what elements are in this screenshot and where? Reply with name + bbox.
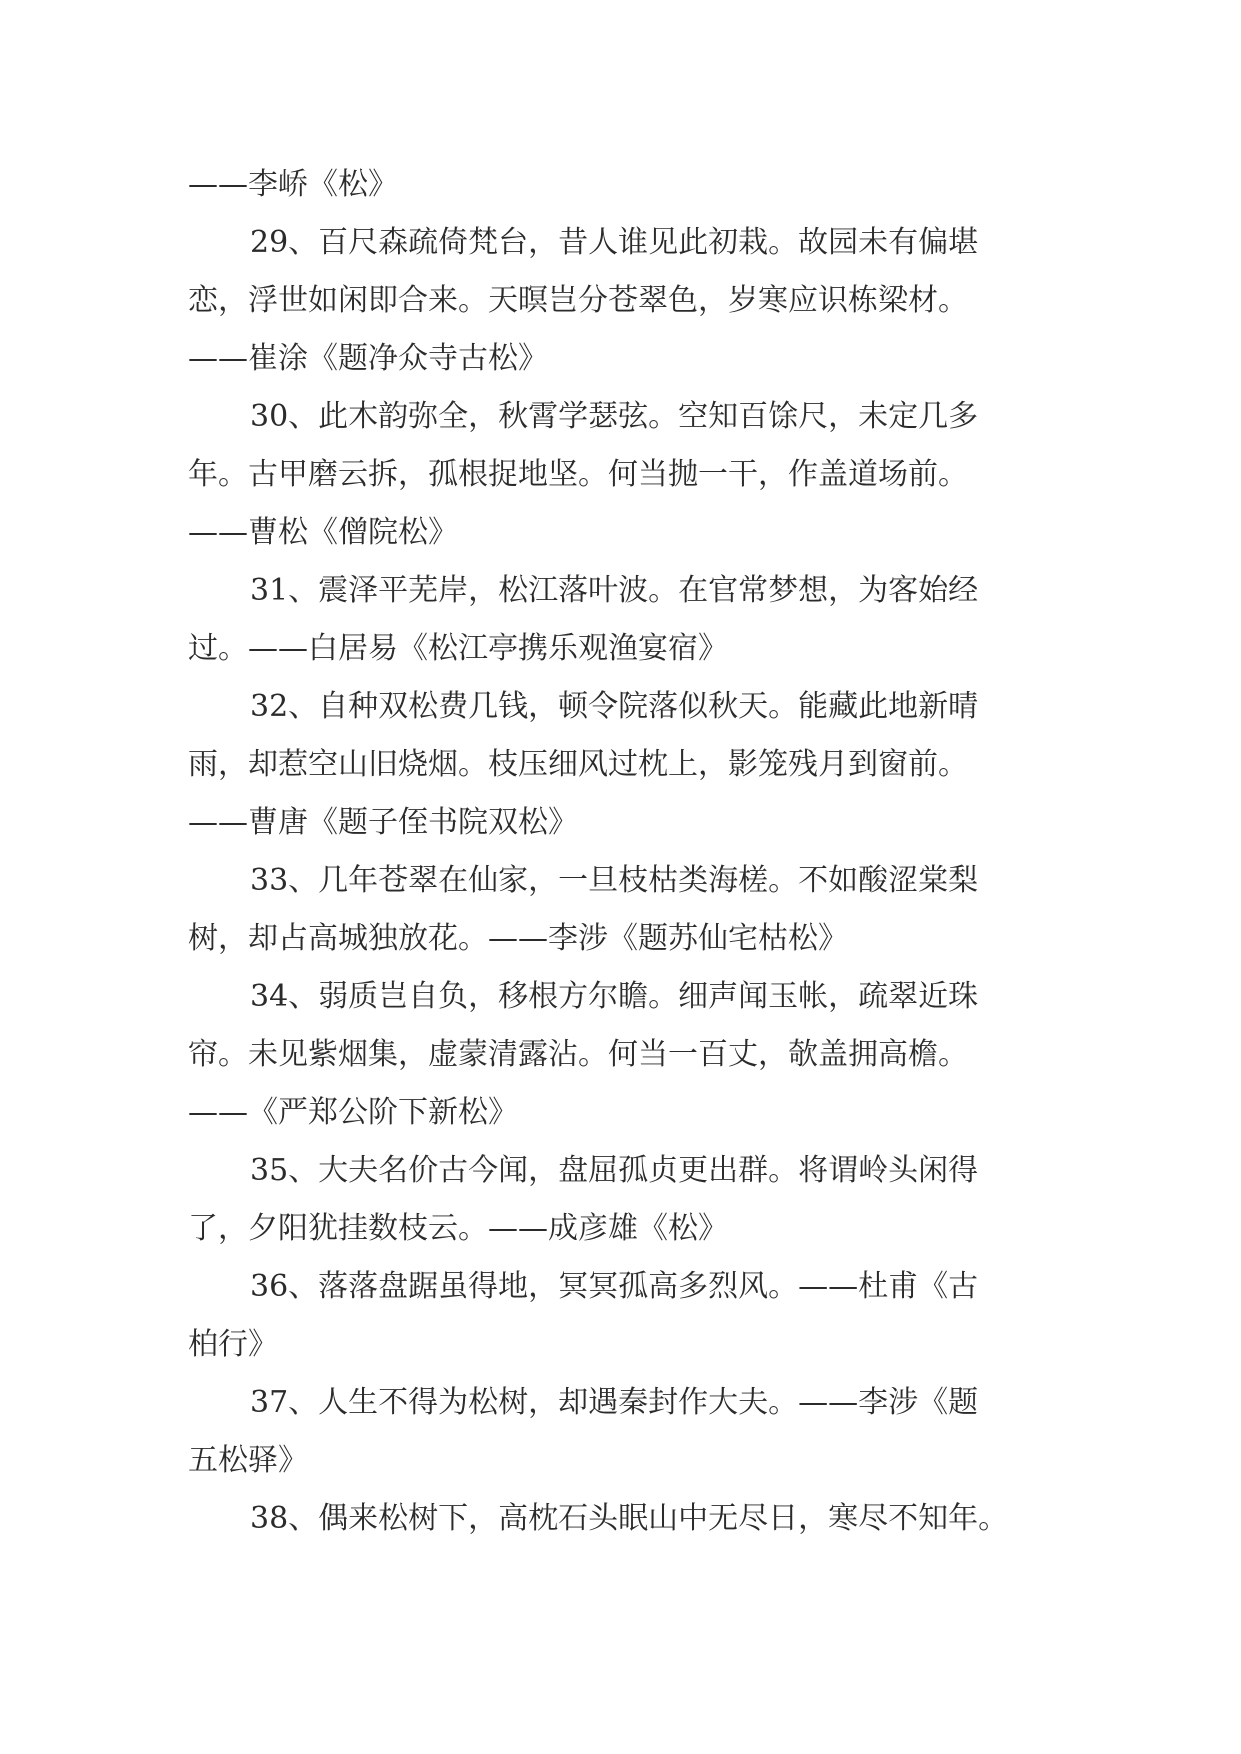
poem-entry-29-line-2: 恋，浮世如闲即合来。天暝岂分苍翠色，岁寒应识栋梁材。 <box>188 283 968 318</box>
poem-entry-33-line-2: 树，却占高城独放花。——李涉《题苏仙宅枯松》 <box>188 921 848 956</box>
poem-entry-35-line-2: 了，夕阳犹挂数枝云。——成彦雄《松》 <box>188 1211 728 1246</box>
poem-entry-35-line-1: 35、大夫名价古今闻，盘屈孤贞更出群。将谓岭头闲得 <box>250 1153 979 1188</box>
attribution-line: ——曹松《僧院松》 <box>188 515 458 550</box>
poem-entry-31-line-1: 31、震泽平芜岸，松江落叶波。在官常梦想，为客始经 <box>250 573 979 608</box>
attribution-line: ——曹唐《题子侄书院双松》 <box>188 805 578 840</box>
attribution-line: ——《严郑公阶下新松》 <box>188 1095 518 1130</box>
poem-entry-29-line-1: 29、百尺森疏倚梵台，昔人谁见此初栽。故园未有偏堪 <box>250 225 979 260</box>
attribution-line: ——崔涂《题净众寺古松》 <box>188 341 548 376</box>
poem-entry-36-line-2: 柏行》 <box>188 1327 278 1362</box>
poem-entry-38-line-1: 38、偶来松树下，高枕石头眠山中无尽日，寒尽不知年。 <box>250 1501 1009 1536</box>
document-body <box>188 156 1088 1548</box>
poem-entry-34-line-2: 帘。未见紫烟集，虚蒙清露沾。何当一百丈，欹盖拥高檐。 <box>188 1037 968 1072</box>
attribution-line: ——李峤《松》 <box>188 167 398 202</box>
poem-entry-37-line-1: 37、人生不得为松树，却遇秦封作大夫。——李涉《题 <box>250 1385 979 1420</box>
poem-entry-34-line-1: 34、弱质岂自负，移根方尔瞻。细声闻玉帐，疏翠近珠 <box>250 979 979 1014</box>
poem-entry-32-line-2: 雨，却惹空山旧烧烟。枝压细风过枕上，影笼残月到窗前。 <box>188 747 968 782</box>
poem-entry-30-line-1: 30、此木韵弥全，秋霄学瑟弦。空知百馀尺，未定几多 <box>250 399 979 434</box>
poem-entry-32-line-1: 32、自种双松费几钱，顿令院落似秋天。能藏此地新晴 <box>250 689 979 724</box>
poem-entry-36-line-1: 36、落落盘踞虽得地，冥冥孤高多烈风。——杜甫《古 <box>250 1269 979 1304</box>
poem-entry-37-line-2: 五松驿》 <box>188 1443 308 1478</box>
poem-entry-30-line-2: 年。古甲磨云拆，孤根捉地坚。何当抛一干，作盖道场前。 <box>188 457 968 492</box>
poem-entry-33-line-1: 33、几年苍翠在仙家，一旦枝枯类海槎。不如酸涩棠梨 <box>250 863 979 898</box>
poem-entry-31-line-2: 过。——白居易《松江亭携乐观渔宴宿》 <box>188 631 728 666</box>
